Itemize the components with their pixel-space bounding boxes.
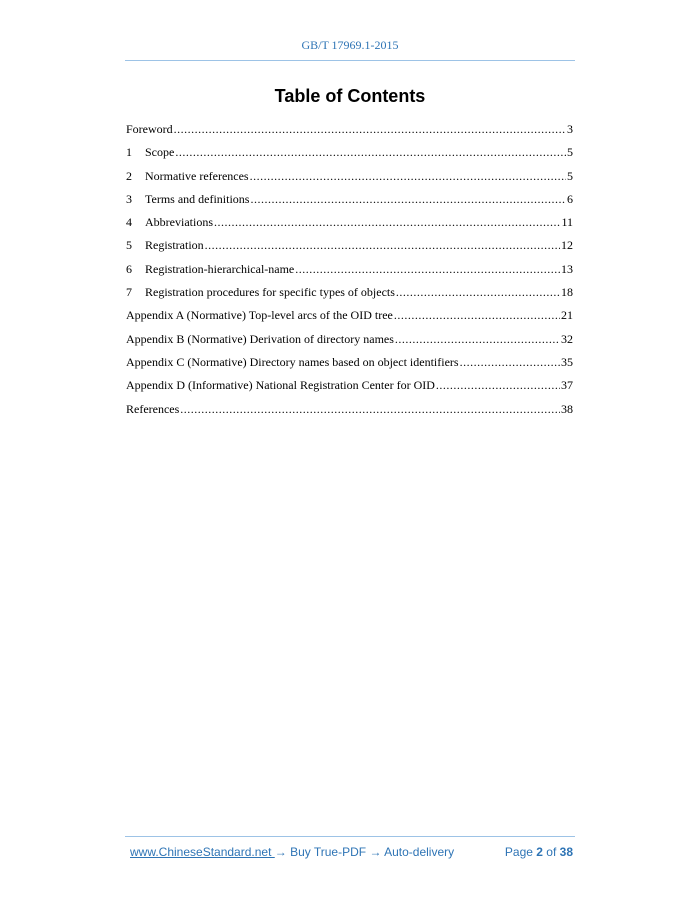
toc-entry-page: 38 — [561, 401, 573, 416]
footer-buy-text: Buy True-PDF — [286, 845, 370, 859]
toc-leader-dots — [396, 283, 560, 301]
toc-entry-registration-hierarchical-name[interactable] — [126, 260, 573, 283]
toc-entry-title: Terms and definitions — [145, 191, 250, 206]
toc-entry-appendix-d[interactable] — [126, 376, 573, 399]
toc-leader-dots — [460, 353, 560, 371]
toc-entry-page: 11 — [561, 215, 573, 230]
toc-entry-abbreviations[interactable] — [126, 213, 573, 236]
toc-entry-title: Appendix A (Normative) Top-level arcs of the OID tree — [126, 308, 393, 323]
toc-leader-dots — [175, 143, 566, 161]
toc-entry-page: 12 — [561, 238, 573, 253]
arrow-right-icon: → — [274, 845, 287, 859]
footer-site-url[interactable]: www.ChineseStandard.net — [130, 845, 275, 859]
toc-entry-title: Registration procedures for specific types of objects — [145, 285, 395, 300]
toc-entry-title: Registration-hierarchical-name — [145, 261, 295, 276]
toc-entry-number: 2 — [126, 168, 132, 183]
arrow-right-icon: → — [369, 845, 382, 859]
toc-entry-number: 4 — [126, 215, 132, 230]
toc-entry-title: Appendix C (Normative) Directory names based on object identifiers — [126, 354, 459, 369]
toc-title: Table of Contents — [274, 86, 426, 106]
toc-leader-dots — [394, 306, 560, 324]
toc-entry-title: Normative references — [145, 168, 249, 183]
toc-entry-number: 1 — [126, 145, 132, 160]
toc-entry-page: 6 — [567, 191, 573, 206]
page-total: 38 — [559, 845, 573, 859]
toc-leader-dots — [214, 213, 560, 231]
footer-store-link[interactable] — [130, 845, 454, 859]
toc-entry-references[interactable] — [126, 400, 573, 423]
toc-leader-dots — [205, 236, 560, 254]
header-divider — [125, 60, 575, 61]
toc-entry-registration[interactable] — [126, 236, 573, 259]
page-of-label: of — [542, 845, 560, 859]
footer-divider — [125, 836, 575, 837]
toc-entry-number: 7 — [126, 285, 132, 300]
toc-entry-normative-references[interactable] — [126, 167, 573, 190]
toc-entry-page: 13 — [561, 261, 573, 276]
toc-leader-dots — [436, 376, 560, 394]
toc-entry-appendix-c[interactable] — [126, 353, 573, 376]
toc-entry-terms-and-definitions[interactable] — [126, 190, 573, 213]
footer-delivery-text: Auto-delivery — [381, 845, 455, 859]
toc-entry-registration-procedures[interactable] — [126, 283, 573, 306]
toc-entry-foreword[interactable] — [126, 120, 573, 143]
table-of-contents — [126, 120, 573, 423]
toc-entry-title: References — [126, 401, 180, 416]
toc-leader-dots — [250, 167, 566, 185]
toc-entry-page: 35 — [561, 354, 573, 369]
toc-entry-number: 6 — [126, 261, 132, 276]
toc-entry-title: Foreword — [126, 122, 173, 136]
toc-entry-number: 5 — [126, 238, 132, 253]
toc-entry-scope[interactable] — [126, 143, 573, 166]
toc-entry-page: 32 — [561, 331, 573, 346]
toc-entry-page: 37 — [561, 378, 573, 393]
page-header-standard-code: GB/T 17969.1-2015 — [301, 38, 399, 52]
toc-entry-page: 5 — [567, 168, 573, 183]
toc-leader-dots — [180, 400, 560, 418]
toc-entry-title: Registration — [145, 238, 204, 253]
toc-entry-title: Appendix D (Informative) National Registration Center for OID — [126, 378, 435, 393]
page-current: 2 — [536, 845, 543, 859]
page-footer — [130, 845, 575, 861]
toc-leader-dots — [395, 330, 560, 348]
toc-entry-page: 18 — [561, 285, 573, 300]
toc-leader-dots — [295, 260, 560, 278]
toc-leader-dots — [250, 190, 566, 208]
toc-entry-title: Abbreviations — [145, 215, 213, 230]
page-label: Page — [504, 845, 537, 859]
toc-entry-title: Appendix B (Normative) Derivation of directory names — [126, 331, 394, 346]
toc-entry-page: 21 — [561, 308, 573, 323]
toc-entry-title: Scope — [145, 145, 175, 160]
toc-entry-appendix-b[interactable] — [126, 330, 573, 353]
toc-leader-dots — [174, 120, 566, 138]
toc-entry-page: 3 — [567, 122, 573, 136]
toc-entry-page: 5 — [567, 145, 573, 160]
page-number — [505, 845, 573, 859]
toc-entry-number: 3 — [126, 191, 132, 206]
toc-entry-appendix-a[interactable] — [126, 306, 573, 329]
